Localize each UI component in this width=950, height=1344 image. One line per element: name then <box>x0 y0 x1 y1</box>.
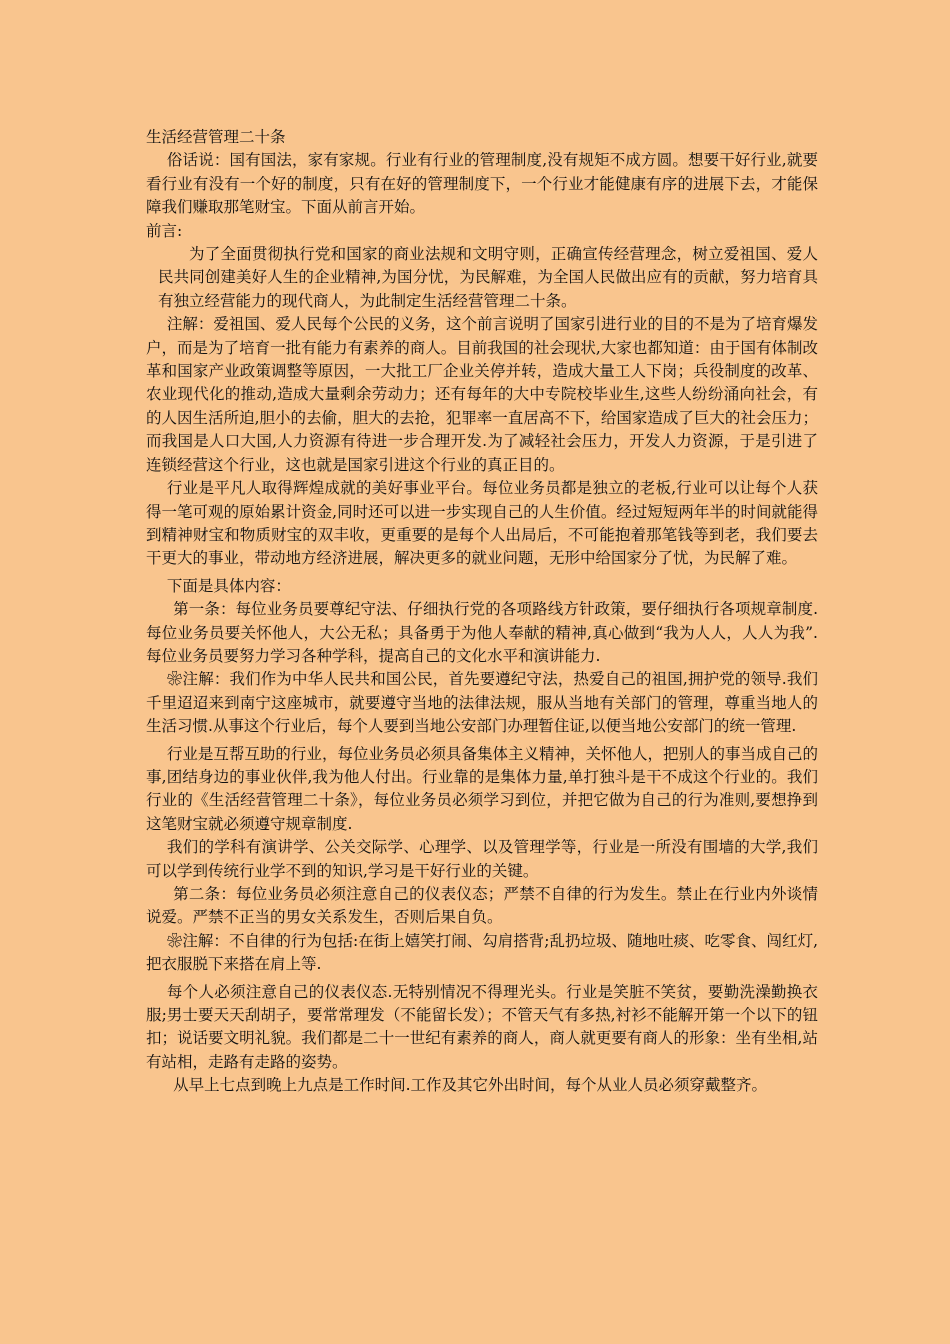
document-page <box>146 126 818 1098</box>
appearance-paragraph: 每个人必须注意自己的仪表仪态.无特别情况不得理光头。行业是笑脏不笑贫，要勤洗澡勤换衣服;男士要天天刮胡子，要常常理发（不能留长发）；不管天气有多热,衬衫不能解开第一个以下的钮扣；说话要文明礼貌。我们都是二十一世纪有素养的商人，商人就更要有商人的形象：坐有坐相,站有站相，走路有走路的姿势。 <box>146 982 818 1071</box>
contents-intro-paragraph: 下面是具体内容： <box>166 576 291 595</box>
mutual-help-paragraph: 行业是互帮互助的行业，每位业务员必须具备集体主义精神，关怀他人，把别人的事当成自己的事,团结身边的事业伙伴,我为他人付出。行业靠的是集体力量,单打独斗是干不成这个行业的。我们行业的《生活经营管理二十条》，每位业务员必须学习到位，并把它做为自己的行为准则,要想挣到这笔财宝就必须遵守规章制度. <box>146 744 818 833</box>
industry-platform-paragraph: 行业是平凡人取得辉煌成就的美好事业平台。每位业务员都是独立的老板,行业可以让每个人获得一笔可观的原始累计资金,同时还可以进一步实现自己的人生价值。经过短短两年半的时间就能得到精神财宝和物质财宝的双丰收，更重要的是每个人出局后，不可能抱着那笔钱等到老，我们要去干更大的事业，带动地方经济进展，解决更多的就业问题，无形中给国家分了忧，为民解了难。 <box>146 479 818 568</box>
article-one-note-paragraph: ❀注解：我们作为中华人民共和国公民，首先要遵纪守法，热爱自己的祖国,拥护党的领导.我们千里迢迢来到南宁这座城市，就要遵守当地的法律法规，服从当地有关部门的管理，尊重当地人的生活习惯.从事这个行业后，每个人要到当地公安部门办理暂住证,以便当地公安部门的统一管理. <box>146 670 818 736</box>
working-hours-paragraph: 从早上七点到晚上九点是工作时间.工作及其它外出时间，每个从业人员必须穿戴整齐。 <box>173 1076 768 1095</box>
subjects-paragraph: 我们的学科有演讲学、公关交际学、心理学、以及管理学等，行业是一所没有围墙的大学,我们可以学到传统行业学不到的知识,学习是干好行业的关键。 <box>146 838 818 880</box>
preface-heading: 前言: <box>146 221 183 240</box>
note-preface-paragraph: 注解：爱祖国、爱人民每个公民的义务，这个前言说明了国家引进行业的目的不是为了培育爆发户，而是为了培育一批有能力有素养的商人。目前我国的社会现状,大家也都知道：由于国有体制改革和国家产业政策调整等原因，一大批工厂企业关停并转，造成大量工人下岗；兵役制度的改革、农业现代化的推动,造成大量剩余劳动力；还有每年的大中专院校毕业生,这些人纷纷涌向社会，有的人因生活所迫,胆小的去偷，胆大的去抢，犯罪率一直居高不下，给国家造成了巨大的社会压力；而我国是人口大国,人力资源有待进一步合理开发.为了减轻社会压力，开发人力资源，于是引进了连锁经营这个行业，这也就是国家引进这个行业的真正目的。 <box>146 315 818 474</box>
preface-paragraph: 为了全面贯彻执行党和国家的商业法规和文明守则，正确宣传经营理念，树立爱祖国、爱人民共同创建美好人生的企业精神,为国分忧，为民解难，为全国人民做出应有的贡献，努力培育具有独立经营能力的现代商人，为此制定生活经营管理二十条。 <box>158 245 818 310</box>
article-one-paragraph: 第一条：每位业务员要尊纪守法、仔细执行党的各项路线方针政策，要仔细执行各项规章制度.每位业务员要关怀他人，大公无私；具备勇于为他人奉献的精神,真心做到“我为人人，人人为我”.每位业务员要努力学习各种学科，提高自己的文化水平和演讲能力. <box>146 600 818 665</box>
document-title: 生活经营管理二十条 <box>146 128 286 146</box>
intro-paragraph: 俗话说：国有国法，家有家规。行业有行业的管理制度,没有规矩不成方圆。想要干好行业,就要看行业有没有一个好的制度，只有在好的管理制度下，一个行业才能健康有序的进展下去，才能保障我们赚取那笔财宝。下面从前言开始。 <box>146 151 818 217</box>
article-two-note-paragraph: ❀注解：不自律的行为包括:在街上嬉笑打闹、勾肩搭背;乱扔垃圾、随地吐痰、吃零食、闯红灯,把衣服脱下来搭在肩上等. <box>146 931 818 974</box>
article-two-paragraph: 第二条：每位业务员必须注意自己的仪表仪态；严禁不自律的行为发生。禁止在行业内外谈情说爱。严禁不正当的男女关系发生，否则后果自负。 <box>146 885 818 927</box>
